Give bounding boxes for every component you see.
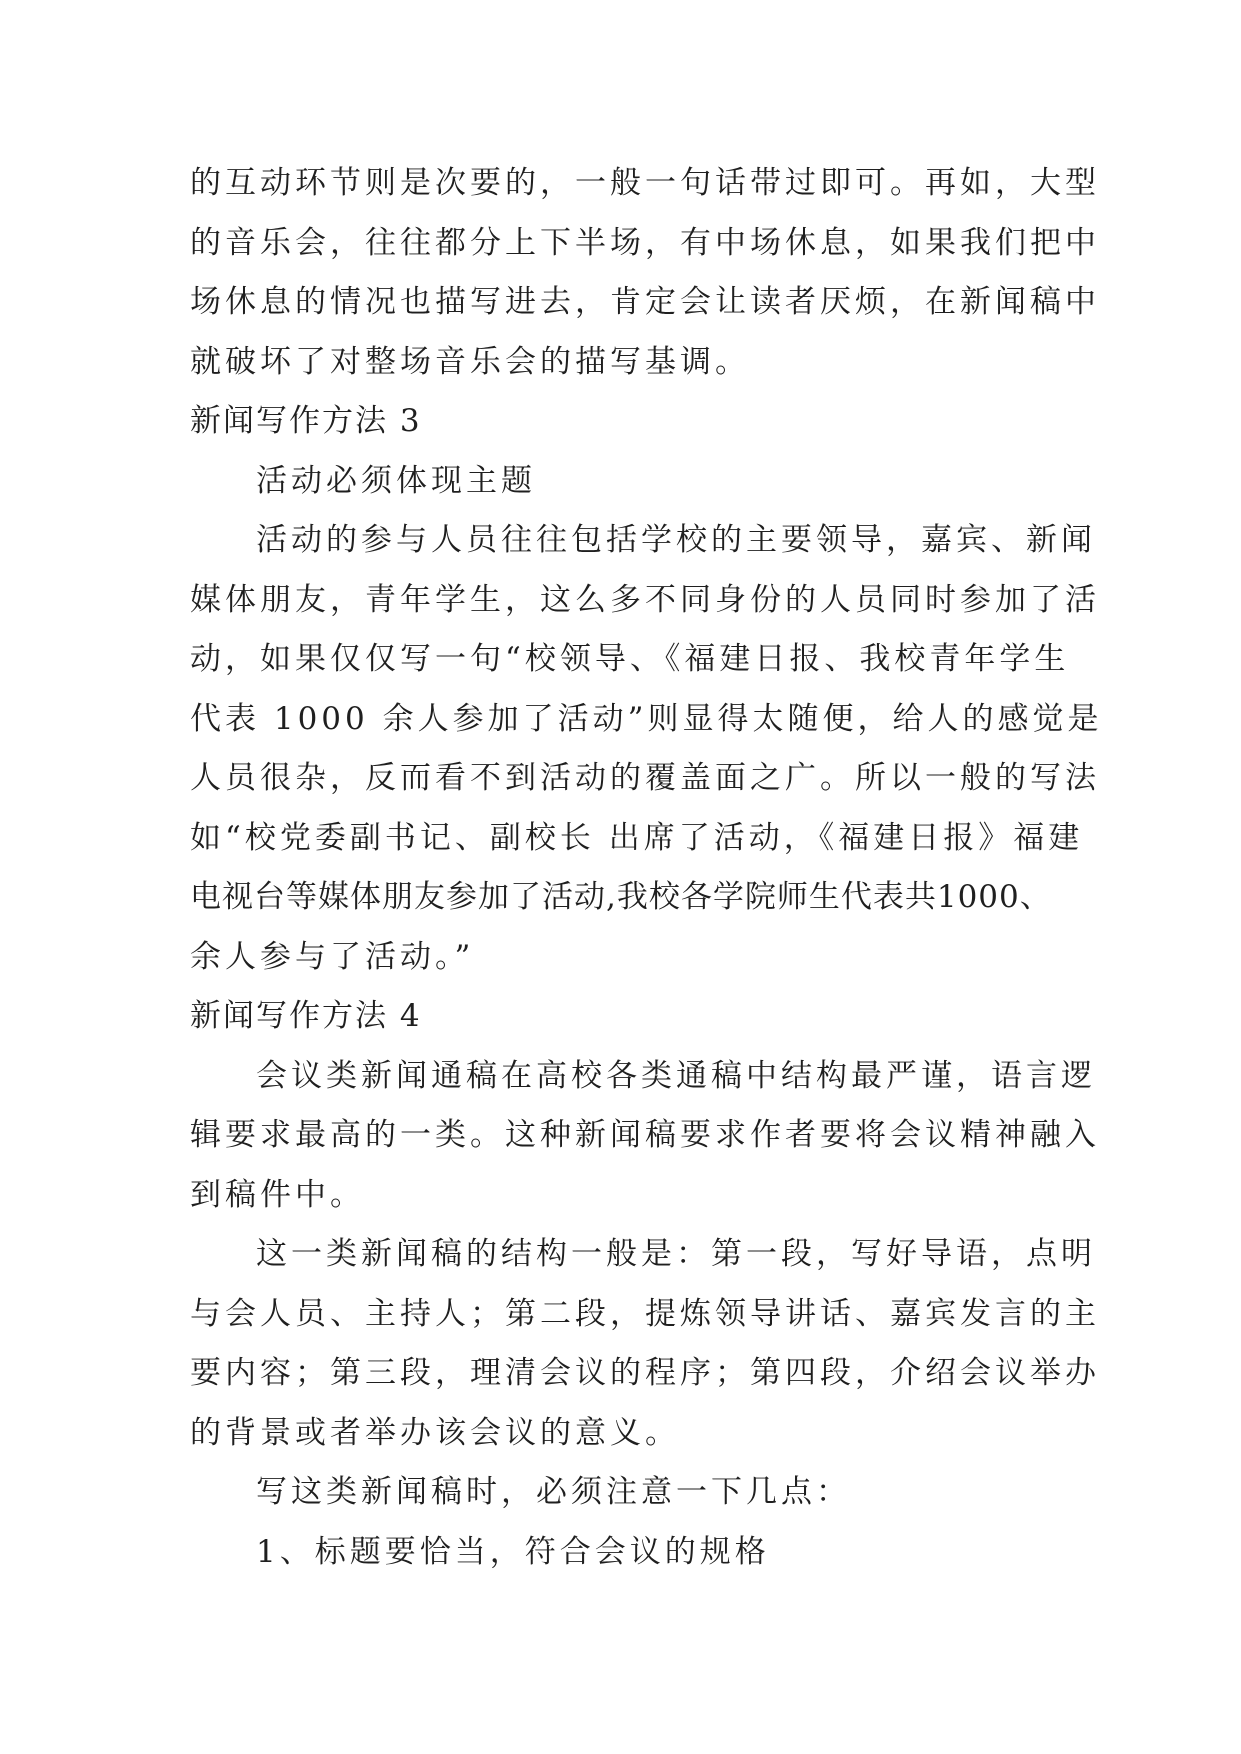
paragraph-line: 的音乐会，往往都分上下半场，有中场休息，如果我们把中 xyxy=(190,224,1100,261)
paragraph-line: 余人参与了活动。” xyxy=(190,938,475,975)
paragraph-line: 动，如果仅仅写一句“校领导、《福建日报、我校青年学生 xyxy=(190,641,1070,677)
paragraph-line: 代表 1000 余人参加了活动”则显得太随便，给人的感觉是 xyxy=(190,700,1103,737)
paragraph-line: 人员很杂，反而看不到活动的覆盖面之广。所以一般的写法 xyxy=(190,760,1100,796)
paragraph-line: 这一类新闻稿的结构一般是：第一段，写好导语，点明 xyxy=(256,1236,1096,1272)
paragraph-line: 的背景或者举办该会议的意义。 xyxy=(190,1414,680,1451)
paragraph-line: 到稿件中。 xyxy=(190,1176,365,1213)
paragraph-line: 辑要求最高的一类。这种新闻稿要求作者要将会议精神融入 xyxy=(190,1117,1100,1153)
paragraph-line: 如“校党委副书记、副校长 出席了活动，《福建日报》福建 xyxy=(190,819,1084,856)
paragraph-line: 电视台等媒体朋友参加了活动,我校各学院师生代表共1000、 xyxy=(190,879,1052,915)
document-body xyxy=(190,154,1103,1582)
paragraph-line: 媒体朋友，青年学生，这么多不同身份的人员同时参加了活 xyxy=(190,581,1100,618)
paragraph-line: 要内容；第三段，理清会议的程序；第四段，介绍会议举办 xyxy=(190,1355,1100,1391)
paragraph-line: 场休息的情况也描写进去，肯定会让读者厌烦，在新闻稿中 xyxy=(190,284,1100,320)
paragraph-line: 与会人员、主持人；第二段，提炼领导讲话、嘉宾发言的主 xyxy=(190,1295,1100,1332)
paragraph-line: 活动的参与人员往往包括学校的主要领导，嘉宾、新闻 xyxy=(256,522,1096,558)
paragraph-line: 会议类新闻通稿在高校各类通稿中结构最严谨，语言逻 xyxy=(256,1057,1096,1094)
list-item: 1、标题要恰当，符合会议的规格 xyxy=(256,1533,770,1570)
section-heading: 新闻写作方法 4 xyxy=(190,998,422,1034)
paragraph-line: 就破坏了对整场音乐会的描写基调。 xyxy=(190,343,750,380)
paragraph-line: 的互动环节则是次要的，一般一句话带过即可。再如，大型 xyxy=(190,165,1100,201)
subheading: 活动必须体现主题 xyxy=(256,462,536,499)
paragraph-line: 写这类新闻稿时，必须注意一下几点： xyxy=(256,1474,851,1510)
section-heading: 新闻写作方法 3 xyxy=(190,403,422,439)
